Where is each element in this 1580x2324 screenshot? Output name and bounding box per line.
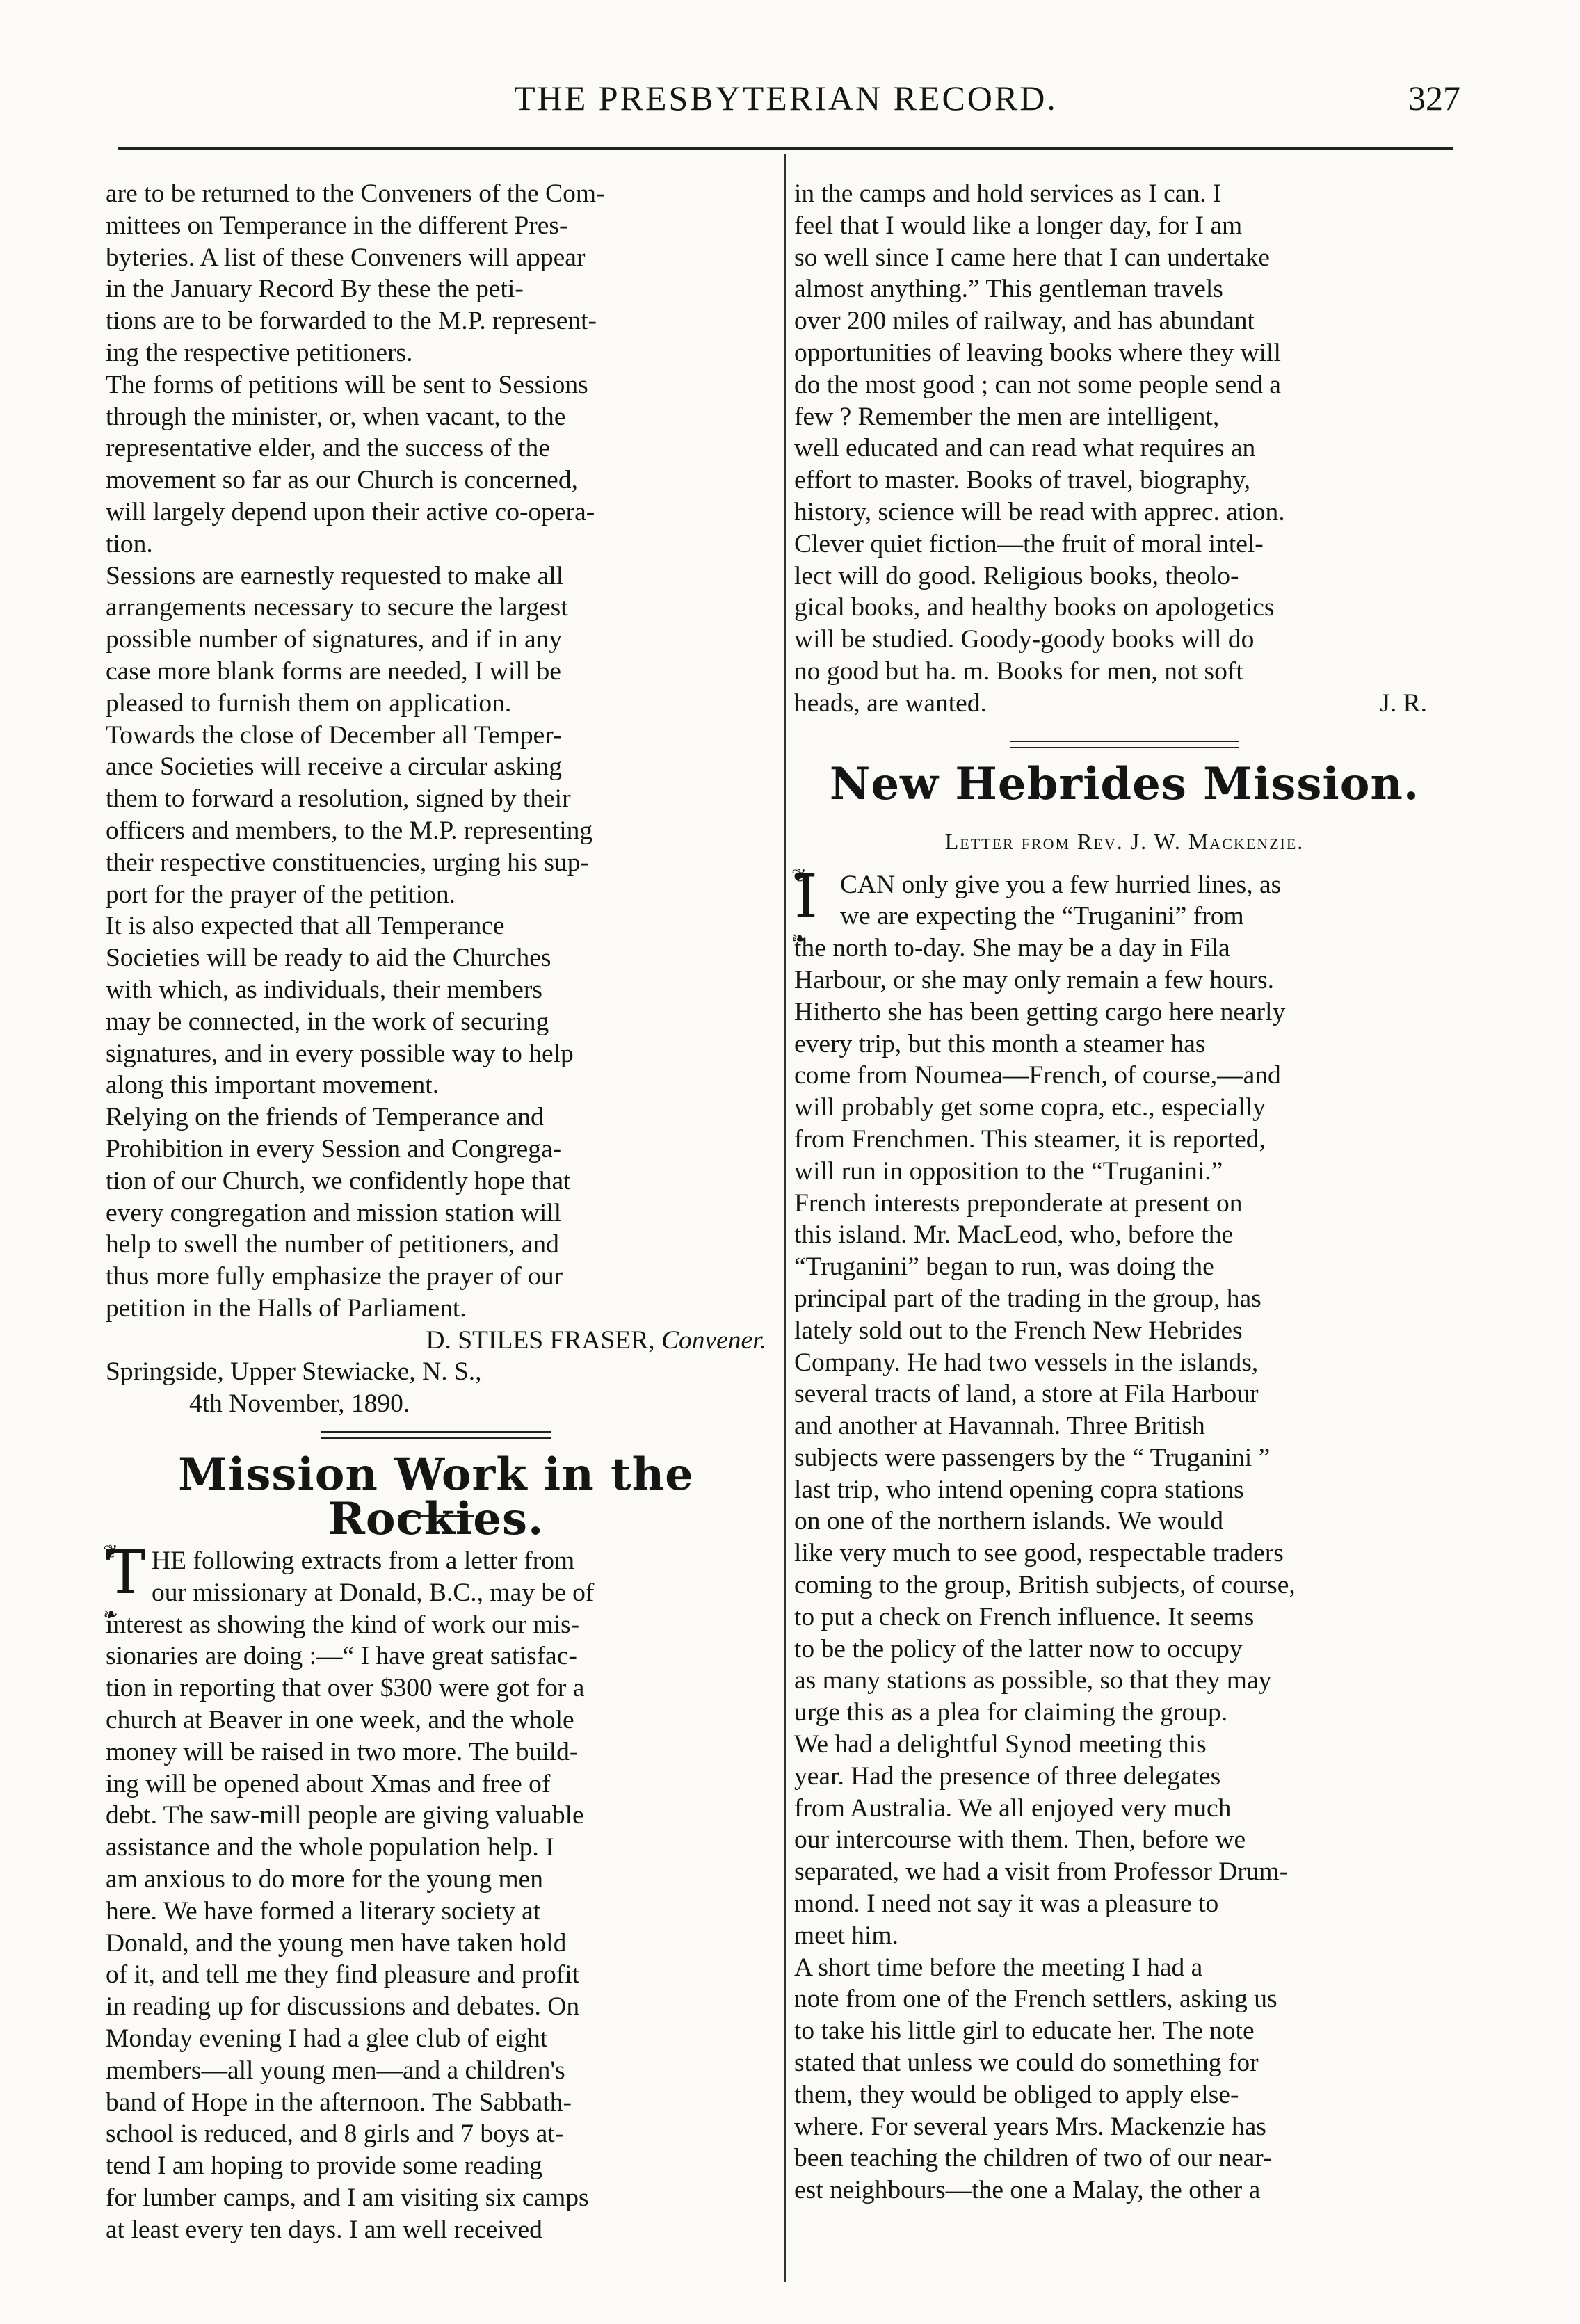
text-line: ing the respective petitioners. bbox=[106, 338, 413, 367]
text-line: history, science will be read with apprec. ation. bbox=[794, 497, 1285, 526]
text-line: est neighbours—the one a Malay, the other a bbox=[794, 2176, 1261, 2205]
text-line: will be studied. Goody-goody books will do bbox=[794, 625, 1255, 654]
text-line: church at Beaver in one week, and the whole bbox=[106, 1706, 574, 1735]
text-line: them to forward a resolution, signed by their bbox=[106, 784, 571, 814]
dropcap-letter: ❦ I ❧ bbox=[794, 869, 836, 930]
text-line: sionaries are doing :—“ I have great satisfac- bbox=[106, 1642, 577, 1671]
text-line: byteries. A list of these Conveners will appear bbox=[106, 243, 586, 272]
right-column bbox=[794, 178, 1455, 2206]
text-line: port for the prayer of the petition. bbox=[106, 880, 456, 909]
temperance-petition-text bbox=[106, 178, 766, 1325]
text-line: note from one of the French settlers, asking us bbox=[794, 1985, 1277, 2014]
text-line: on one of the northern islands. We would bbox=[794, 1507, 1224, 1536]
text-line: with which, as individuals, their members bbox=[106, 975, 543, 1004]
text-line: mond. I need not say it was a pleasure to bbox=[794, 1889, 1219, 1919]
text-line: tion. bbox=[106, 529, 153, 558]
text-line: possible number of signatures, and if in any bbox=[106, 625, 563, 654]
text-line: am anxious to do more for the young men bbox=[106, 1865, 544, 1894]
text-line: separated, we had a visit from Professor Drum- bbox=[794, 1857, 1289, 1887]
text-line: the north to-day. She may be a day in Fila bbox=[794, 934, 1230, 963]
text-line: been teaching the children of two of our near- bbox=[794, 2144, 1272, 2173]
signature-date: 4th November, 1890. bbox=[189, 1389, 410, 1419]
text-line: them, they would be obliged to apply else- bbox=[794, 2080, 1239, 2109]
text-line: Towards the close of December all Temper- bbox=[106, 720, 562, 750]
text-line: meet him. bbox=[794, 1921, 898, 1950]
text-line: Monday evening I had a glee club of eight bbox=[106, 2024, 548, 2053]
text-line: to take his little girl to educate her. The note bbox=[794, 2017, 1255, 2046]
text-line: from Australia. We all enjoyed very much bbox=[794, 1793, 1232, 1823]
text-line: almost anything.” This gentleman travels bbox=[794, 275, 1223, 304]
text-line: We had a delightful Synod meeting this bbox=[794, 1730, 1207, 1759]
text-line: subjects were passengers by the “ Truganini ” bbox=[794, 1443, 1271, 1472]
text-line: “Truganini” began to run, was doing the bbox=[794, 1252, 1214, 1282]
text-line: their respective constituencies, urging his sup- bbox=[106, 848, 589, 877]
text-line: gical books, and healthy books on apologetics bbox=[794, 593, 1275, 622]
text-line: heads, are wanted. bbox=[794, 688, 987, 718]
text-line: well educated and can read what requires an bbox=[794, 434, 1256, 463]
text-line: ing will be opened about Xmas and free of bbox=[106, 1769, 551, 1798]
byline: Letter from Rev. J. W. Mackenzie. bbox=[944, 828, 1305, 854]
text-line: we are expecting the “Truganini” from bbox=[840, 902, 1244, 931]
text-line: few ? Remember the men are intelligent, bbox=[794, 402, 1220, 431]
text-line: in the camps and hold services as I can. I bbox=[794, 179, 1222, 208]
text-line: movement so far as our Church is concerned, bbox=[106, 466, 578, 495]
text-line: every congregation and mission station will bbox=[106, 1198, 562, 1227]
text-line: Hitherto she has been getting cargo here nearly bbox=[794, 997, 1286, 1026]
page-header bbox=[111, 78, 1460, 127]
signature bbox=[106, 1325, 766, 1357]
text-line: band of Hope in the afternoon. The Sabbath- bbox=[106, 2088, 572, 2117]
text-line: mittees on Temperance in the different Pres- bbox=[106, 211, 568, 240]
text-line: several tracts of land, a store at Fila Harbour bbox=[794, 1380, 1259, 1409]
section-divider bbox=[321, 1431, 551, 1439]
section-heading-mission-work: Mission Work in the Rockies. bbox=[178, 1449, 694, 1546]
text-line: in reading up for discussions and debates. On bbox=[106, 1992, 580, 2022]
initials: J. R. bbox=[1380, 688, 1427, 718]
text-line: assistance and the whole population help. I bbox=[106, 1833, 554, 1862]
left-column bbox=[106, 178, 766, 2246]
text-line: It is also expected that all Temperance bbox=[106, 912, 505, 941]
text-line: The forms of petitions will be sent to Sessions bbox=[106, 370, 588, 399]
text-line: like very much to see good, respectable traders bbox=[794, 1539, 1284, 1568]
text-line: thus more fully emphasize the prayer of our bbox=[106, 1262, 563, 1291]
text-line: CAN only give you a few hurried lines, as bbox=[840, 870, 1282, 899]
text-line: no good but ha. m. Books for men, not soft bbox=[794, 656, 1243, 686]
text-line: Harbour, or she may only remain a few hours. bbox=[794, 965, 1274, 994]
text-line: Sessions are earnestly requested to make all bbox=[106, 561, 564, 590]
text-line: and another at Havannah. Three British bbox=[794, 1412, 1205, 1441]
text-line: will run in opposition to the “Truganini.” bbox=[794, 1156, 1223, 1186]
text-line: pleased to furnish them on application. bbox=[106, 688, 512, 718]
text-line: debt. The saw-mill people are giving valuable bbox=[106, 1801, 584, 1830]
text-line: tion of our Church, we confidently hope that bbox=[106, 1166, 571, 1195]
text-line: French interests preponderate at present on bbox=[794, 1188, 1243, 1218]
column-divider bbox=[784, 154, 786, 2282]
text-line: through the minister, or, when vacant, to the bbox=[106, 402, 566, 431]
page-number: 327 bbox=[1408, 79, 1460, 118]
text-line: Company. He had two vessels in the islands, bbox=[794, 1348, 1259, 1377]
text-line: last trip, who intend opening copra stations bbox=[794, 1475, 1244, 1504]
text-line: arrangements necessary to secure the largest bbox=[106, 593, 568, 622]
text-line: our missionary at Donald, B.C., may be of bbox=[152, 1578, 595, 1607]
text-line: Relying on the friends of Temperance and bbox=[106, 1103, 544, 1132]
text-line: come from Noumea—French, of course,—and bbox=[794, 1061, 1281, 1090]
text-line: in the January Record By these the peti- bbox=[106, 275, 524, 304]
new-hebrides-letter-text bbox=[794, 862, 1455, 2206]
text-line: signatures, and in every possible way to help bbox=[106, 1039, 574, 1068]
text-line: over 200 miles of railway, and has abundant bbox=[794, 307, 1255, 336]
text-line: coming to the group, British subjects, of course, bbox=[794, 1571, 1296, 1600]
text-line: for lumber camps, and I am visiting six camps bbox=[106, 2184, 589, 2213]
section-divider bbox=[1010, 741, 1239, 748]
text-line: ance Societies will receive a circular asking bbox=[106, 752, 562, 782]
running-title: THE PRESBYTERIAN RECORD. bbox=[514, 79, 1058, 118]
text-line: case more blank forms are needed, I will be bbox=[106, 656, 561, 686]
text-line: along this important movement. bbox=[106, 1071, 440, 1100]
text-line: money will be raised in two more. The build- bbox=[106, 1737, 579, 1766]
text-line: this island. Mr. MacLeod, who, before the bbox=[794, 1220, 1234, 1250]
text-line: HE following extracts from a letter from bbox=[152, 1547, 575, 1576]
signature-role: Convener. bbox=[661, 1325, 766, 1355]
text-line: will probably get some copra, etc., especially bbox=[794, 1093, 1266, 1122]
text-line: will largely depend upon their active co-opera- bbox=[106, 497, 595, 526]
text-line: representative elder, and the success of the bbox=[106, 434, 550, 463]
text-line: opportunities of leaving books where they will bbox=[794, 338, 1281, 367]
text-line: at least every ten days. I am well received bbox=[106, 2215, 542, 2244]
header-rule bbox=[118, 147, 1453, 150]
text-line: Donald, and the young men have taken hold bbox=[106, 1928, 567, 1958]
text-line: where. For several years Mrs. Mackenzie has bbox=[794, 2112, 1266, 2141]
text-line: officers and members, to the M.P. representing bbox=[106, 816, 593, 845]
text-line: do the most good ; can not some people send a bbox=[794, 370, 1281, 399]
text-line: from Frenchmen. This steamer, it is reported, bbox=[794, 1124, 1266, 1154]
text-line: our intercourse with them. Then, before we bbox=[794, 1825, 1246, 1855]
text-line: lect will do good. Religious books, theolo- bbox=[794, 561, 1239, 590]
text-line: lately sold out to the French New Hebrides bbox=[794, 1316, 1243, 1345]
mission-letter-text bbox=[106, 1538, 766, 2246]
text-line: of it, and tell me they find pleasure and profit bbox=[106, 1960, 580, 1990]
text-line: urge this as a plea for claiming the group. bbox=[794, 1698, 1228, 1727]
text-line: every trip, but this month a steamer has bbox=[794, 1029, 1206, 1058]
dropcap-letter: ❦ T ❧ bbox=[106, 1545, 147, 1606]
section-heading-new-hebrides: New Hebrides Mission. bbox=[829, 757, 1420, 810]
text-line: Societies will be ready to aid the Churches bbox=[106, 944, 551, 973]
text-line: principal part of the trading in the group, has bbox=[794, 1284, 1261, 1313]
text-line: as many stations as possible, so that they may bbox=[794, 1666, 1272, 1695]
text-line: year. Had the presence of three delegates bbox=[794, 1761, 1221, 1791]
text-line: to be the policy of the latter now to occupy bbox=[794, 1634, 1243, 1663]
text-line: help to swell the number of petitioners, and bbox=[106, 1230, 559, 1259]
text-line: A short time before the meeting I had a bbox=[794, 1953, 1203, 1982]
text-line: here. We have formed a literary society at bbox=[106, 1896, 541, 1926]
text-line: Prohibition in every Session and Congrega- bbox=[106, 1134, 562, 1163]
signature-place: Springside, Upper Stewiacke, N. S., bbox=[106, 1357, 482, 1387]
text-line: tions are to be forwarded to the M.P. represent- bbox=[106, 307, 597, 336]
text-line: effort to master. Books of travel, biography, bbox=[794, 466, 1251, 495]
text-line: tend I am hoping to provide some reading bbox=[106, 2152, 542, 2181]
text-line: are to be returned to the Conveners of the Com- bbox=[106, 179, 605, 208]
text-line: stated that unless we could do something for bbox=[794, 2049, 1259, 2078]
text-line: school is reduced, and 8 girls and 7 boys at- bbox=[106, 2120, 564, 2149]
text-line: so well since I came here that I can undertake bbox=[794, 243, 1271, 272]
signature-name: D. STILES FRASER, bbox=[426, 1325, 655, 1355]
mission-letter-continuation bbox=[794, 178, 1455, 720]
text-line: may be connected, in the work of securing bbox=[106, 1007, 549, 1036]
text-line: to put a check on French influence. It seems bbox=[794, 1602, 1255, 1631]
text-line: tion in reporting that over $300 were got for a bbox=[106, 1674, 585, 1703]
text-line: interest as showing the kind of work our mis- bbox=[106, 1610, 580, 1639]
text-line: Clever quiet fiction—the fruit of moral intel- bbox=[794, 529, 1264, 558]
text-line: members—all young men—and a children's bbox=[106, 2056, 565, 2085]
text-line: feel that I would like a longer day, for I am bbox=[794, 211, 1243, 240]
text-line: petition in the Halls of Parliament. bbox=[106, 1293, 467, 1323]
